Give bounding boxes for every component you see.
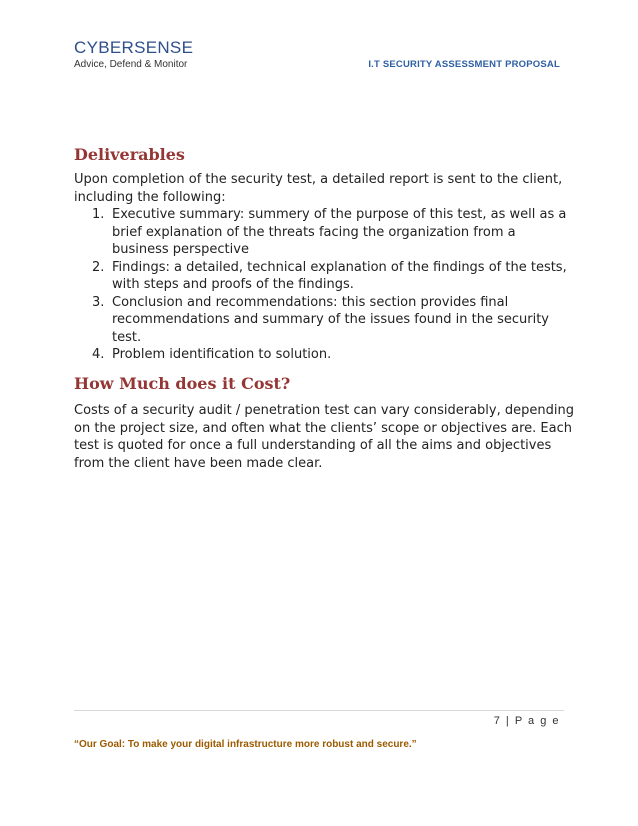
brand-tagline: Advice, Defend & Monitor <box>74 59 188 70</box>
list-item-text: Findings: a detailed, technical explanation of the findings of the tests, with steps and proofs of the findings. <box>112 259 567 292</box>
page-number: 7 | P a g e <box>493 715 560 727</box>
list-item-text: Conclusion and recommendations: this section provides final recommendations and summary of the issues found in the security test. <box>112 294 549 345</box>
section-heading-deliverables: Deliverables <box>74 145 185 164</box>
brand-name: CYBERSENSE <box>74 38 194 57</box>
list-item <box>74 346 574 364</box>
list-number: 1. <box>92 207 105 222</box>
list-item <box>74 206 574 259</box>
list-number: 3. <box>92 294 105 310</box>
deliverables-intro: Upon completion of the security test, a detailed report is sent to the client, including the following: <box>74 172 563 205</box>
deliverables-list <box>74 206 574 364</box>
list-item-text: Problem identification to solution. <box>112 347 332 362</box>
cost-paragraph: Costs of a security audit / penetration test can vary considerably, depending on the project size, and often what the clients’ scope or objectives are. Each test is quoted for once a full understanding of all the aims and objectives from the client have been made clear. <box>74 403 574 471</box>
section-heading-cost: How Much does it Cost? <box>74 374 291 393</box>
list-item <box>74 294 574 347</box>
document-title: I.T SECURITY ASSESSMENT PROPOSAL <box>368 59 560 70</box>
list-item <box>74 259 574 294</box>
goal-statement: “Our Goal: To make your digital infrastructure more robust and secure.” <box>74 739 417 750</box>
list-number: 4. <box>92 347 105 362</box>
list-number: 2. <box>92 259 105 275</box>
footer-divider <box>74 710 564 711</box>
list-item-text: Executive summary: summery of the purpose of this test, as well as a brief explanation of the threats facing the organization from a business perspective <box>112 207 567 257</box>
